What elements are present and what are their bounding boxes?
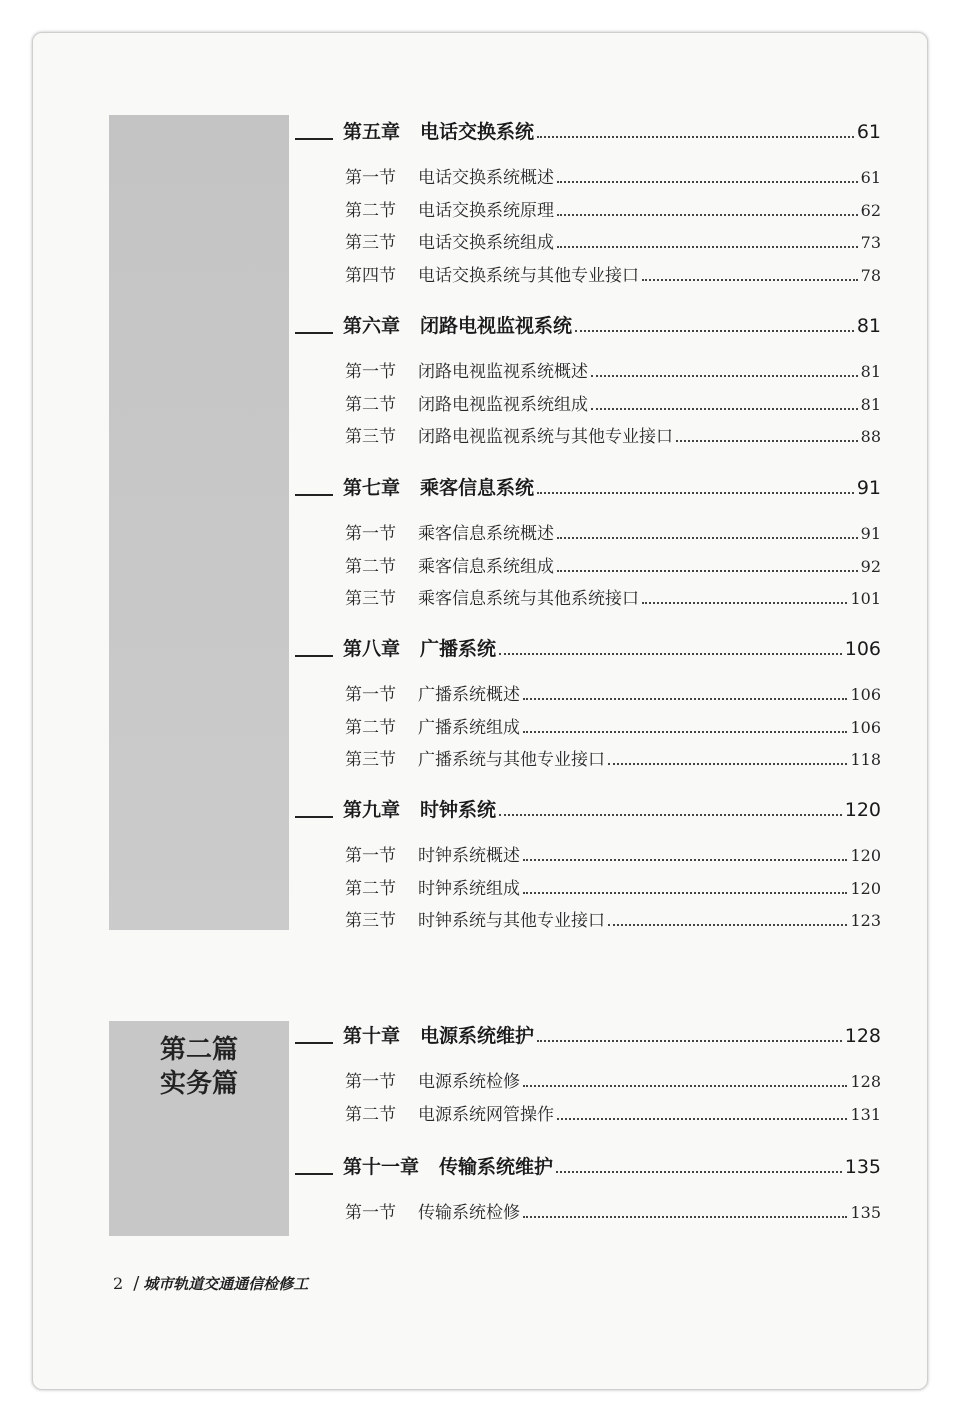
- part-two-label: [109, 1033, 289, 1101]
- section-number: 第二节: [345, 394, 396, 415]
- chapter-dash: [295, 332, 333, 334]
- chapter-number: 第八章: [343, 638, 401, 660]
- section-number: 第一节: [345, 362, 396, 382]
- part-two-line2: 实务篇: [159, 1069, 238, 1099]
- page-footer: [113, 1273, 308, 1294]
- section-entry[interactable]: [345, 390, 881, 415]
- section-page-number: 118: [850, 750, 881, 769]
- chapter-title: 闭路电视监视系统: [420, 315, 573, 337]
- section-entry[interactable]: [345, 1067, 881, 1092]
- dot-leader: [642, 602, 847, 604]
- section-title: 时钟系统组成: [418, 878, 520, 899]
- section-title: 时钟系统概述: [418, 846, 520, 866]
- section-entry[interactable]: [345, 745, 881, 770]
- dot-leader: [523, 1216, 847, 1218]
- dot-leader: [556, 1171, 842, 1173]
- section-title: 闭路电视监视系统与其他专业接口: [418, 427, 673, 447]
- chapter-page-number: 106: [844, 638, 881, 660]
- chapter-title: 时钟系统: [420, 799, 497, 821]
- section-number: 第一节: [345, 524, 396, 544]
- chapter-entry[interactable]: [295, 795, 881, 822]
- dot-leader: [557, 214, 858, 216]
- chapter-number: 第六章: [343, 315, 401, 337]
- section-entry[interactable]: [345, 519, 881, 544]
- part-two-sidebar: [109, 1021, 289, 1236]
- chapter-number: 第五章: [343, 121, 401, 143]
- dot-leader: [676, 440, 858, 442]
- section-title: 乘客信息系统与其他系统接口: [418, 589, 639, 609]
- dot-leader: [557, 570, 858, 572]
- section-entry[interactable]: [345, 906, 881, 931]
- section-number: 第三节: [345, 233, 396, 253]
- chapter-title: 电源系统维护: [420, 1025, 535, 1047]
- section-number: 第二节: [345, 200, 396, 221]
- chapter-dash: [295, 1042, 333, 1044]
- section-number: 第二节: [345, 556, 396, 577]
- section-entry[interactable]: [345, 713, 881, 738]
- chapter-page-number: 135: [844, 1156, 881, 1178]
- part-two-line1: 第二篇: [159, 1035, 238, 1065]
- section-entry[interactable]: [345, 261, 881, 286]
- dot-leader: [608, 924, 847, 926]
- chapter-number: 第九章: [343, 799, 401, 821]
- footer-book-title: 城市轨道交通通信检修工: [143, 1275, 309, 1293]
- section-number: 第三节: [345, 911, 396, 931]
- section-title: 广播系统与其他专业接口: [418, 750, 605, 770]
- section-page-number: 106: [850, 717, 881, 737]
- chapter-title: 广播系统: [420, 638, 497, 660]
- section-page-number: 106: [850, 685, 881, 704]
- section-title: 闭路电视监视系统概述: [418, 362, 588, 382]
- section-entry[interactable]: [345, 1100, 881, 1125]
- dot-leader: [523, 731, 847, 733]
- section-page-number: 101: [850, 589, 881, 608]
- section-entry[interactable]: [345, 357, 881, 382]
- section-page-number: 78: [860, 265, 881, 285]
- section-page-number: 120: [850, 846, 881, 865]
- section-number: 第一节: [345, 168, 396, 188]
- section-number: 第一节: [345, 846, 396, 866]
- section-page-number: 128: [850, 1072, 881, 1091]
- section-number: 第二节: [345, 878, 396, 899]
- chapter-entry[interactable]: [295, 311, 881, 338]
- section-page-number: 88: [860, 427, 881, 446]
- section-number: 第三节: [345, 427, 396, 447]
- section-number: 第三节: [345, 750, 396, 770]
- chapter-dash: [295, 138, 333, 140]
- dot-leader: [499, 814, 842, 816]
- section-number: 第二节: [345, 717, 396, 738]
- section-entry[interactable]: [345, 841, 881, 866]
- section-entry[interactable]: [345, 680, 881, 705]
- chapter-entry[interactable]: [295, 1021, 881, 1048]
- chapter-dash: [295, 1173, 333, 1175]
- section-entry[interactable]: [345, 228, 881, 253]
- section-title: 电源系统检修: [418, 1072, 520, 1092]
- section-title: 电话交换系统原理: [418, 200, 554, 221]
- chapter-dash: [295, 816, 333, 818]
- dot-leader: [537, 136, 854, 138]
- dot-leader: [591, 375, 858, 377]
- section-title: 传输系统检修: [418, 1203, 520, 1223]
- dot-leader: [591, 408, 858, 410]
- section-page-number: 81: [860, 362, 881, 381]
- chapter-entry[interactable]: [295, 634, 881, 661]
- section-entry[interactable]: [345, 163, 881, 188]
- section-title: 广播系统组成: [418, 717, 520, 738]
- dot-leader: [537, 1040, 842, 1042]
- section-number: 第三节: [345, 589, 396, 609]
- dot-leader: [608, 763, 847, 765]
- dot-leader: [499, 653, 842, 655]
- section-title: 电话交换系统与其他专业接口: [418, 265, 639, 286]
- section-page-number: 120: [850, 878, 881, 898]
- chapter-page-number: 61: [856, 121, 881, 143]
- section-page-number: 123: [850, 911, 881, 930]
- dot-leader: [575, 330, 854, 332]
- dot-leader: [523, 1085, 847, 1087]
- section-page-number: 135: [850, 1203, 881, 1222]
- section-entry[interactable]: [345, 552, 881, 577]
- chapter-entry[interactable]: [295, 1152, 881, 1179]
- section-entry[interactable]: [345, 422, 881, 447]
- dot-leader: [642, 279, 858, 281]
- section-entry[interactable]: [345, 196, 881, 221]
- chapter-entry[interactable]: [295, 473, 881, 500]
- section-title: 电源系统网管操作: [418, 1104, 554, 1125]
- section-title: 电话交换系统组成: [418, 233, 554, 253]
- dot-leader: [523, 892, 847, 894]
- dot-leader: [557, 181, 858, 183]
- section-page-number: 91: [860, 524, 881, 543]
- section-number: 第一节: [345, 1203, 396, 1223]
- dot-leader: [557, 537, 858, 539]
- section-number: 第二节: [345, 1104, 396, 1125]
- footer-page-number: 2: [113, 1274, 124, 1293]
- section-title: 乘客信息系统概述: [418, 524, 554, 544]
- section-title: 时钟系统与其他专业接口: [418, 911, 605, 931]
- dot-leader: [523, 698, 847, 700]
- chapter-number: 第七章: [343, 477, 401, 499]
- chapter-page-number: 81: [856, 315, 881, 337]
- section-title: 电话交换系统概述: [418, 168, 554, 188]
- section-number: 第一节: [345, 1072, 396, 1092]
- section-title: 乘客信息系统组成: [418, 556, 554, 577]
- section-page-number: 81: [860, 394, 881, 414]
- section-entry[interactable]: [345, 584, 881, 609]
- chapter-title: 乘客信息系统: [420, 477, 535, 499]
- toc-page: [32, 32, 928, 1390]
- chapter-title: 电话交换系统: [420, 121, 535, 143]
- chapter-page-number: 128: [844, 1025, 881, 1047]
- dot-leader: [557, 246, 858, 248]
- chapter-page-number: 120: [844, 799, 881, 821]
- part-one-sidebar: [109, 115, 289, 930]
- footer-slash: /: [133, 1273, 140, 1294]
- chapter-title: 传输系统维护: [439, 1156, 554, 1178]
- section-page-number: 61: [860, 168, 881, 187]
- dot-leader: [537, 492, 854, 494]
- section-number: 第四节: [345, 265, 396, 286]
- chapter-dash: [295, 494, 333, 496]
- section-page-number: 92: [860, 556, 881, 576]
- chapter-number: 第十一章: [343, 1156, 420, 1178]
- chapter-number: 第十章: [343, 1025, 401, 1047]
- dot-leader: [557, 1118, 847, 1120]
- section-title: 广播系统概述: [418, 685, 520, 705]
- dot-leader: [523, 859, 847, 861]
- chapter-entry[interactable]: [295, 117, 881, 144]
- chapter-page-number: 91: [856, 477, 881, 499]
- section-title: 闭路电视监视系统组成: [418, 394, 588, 415]
- section-page-number: 73: [860, 233, 881, 252]
- section-entry[interactable]: [345, 874, 881, 899]
- section-entry[interactable]: [345, 1198, 881, 1223]
- section-page-number: 131: [850, 1104, 881, 1124]
- chapter-dash: [295, 655, 333, 657]
- section-number: 第一节: [345, 685, 396, 705]
- section-page-number: 62: [860, 200, 881, 220]
